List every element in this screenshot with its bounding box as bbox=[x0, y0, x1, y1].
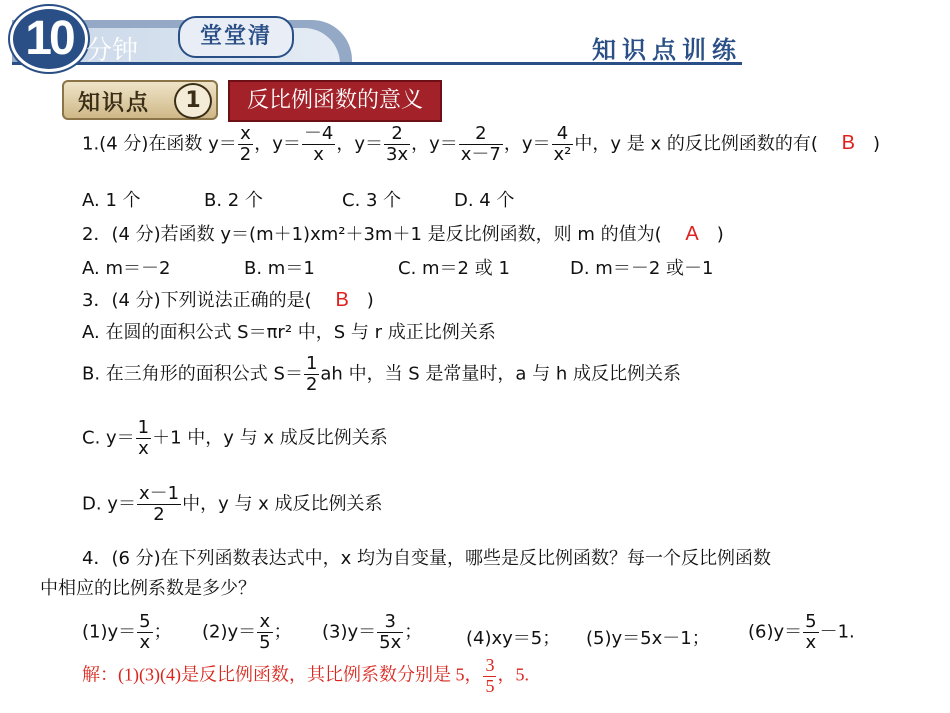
q2-answer: A bbox=[685, 223, 699, 245]
q4-item-2: (2)y＝ $\frac{x}{5}$ ； bbox=[202, 611, 292, 653]
q3-b-fraction: $\frac{1}{2}$ bbox=[305, 353, 318, 395]
q3-option-c: C. y＝ $\frac{1}{x}$ ＋1 中，y 与 x 成反比例关系 bbox=[82, 417, 388, 459]
q1-fraction-3: $\frac{2}{3x}$ bbox=[386, 123, 409, 165]
page-header bbox=[0, 0, 950, 70]
q4-item-1: (1)y＝ $\frac{5}{x}$ ； bbox=[82, 611, 172, 653]
knowledge-point-label: 知识点 bbox=[78, 91, 151, 116]
q1-option-b: B. 2 个 bbox=[204, 190, 263, 211]
header-class-badge: 堂堂清 bbox=[178, 16, 294, 58]
question-4-line-2: 中相应的比例系数是多少？ bbox=[40, 578, 256, 599]
q1-fraction-1: $\frac{x}{2}$ bbox=[239, 123, 252, 165]
q1-option-d: D. 4 个 bbox=[454, 190, 515, 211]
q3-answer: B bbox=[335, 289, 349, 311]
q1-fraction-4: $\frac{2}{x-7}$ bbox=[460, 123, 501, 165]
question-3: 3．(4 分)下列说法正确的是( B ) bbox=[82, 289, 374, 311]
q2-text: 2．(4 分)若函数 y＝(m＋1)xm²＋3m＋1 是反比例函数，则 m 的值为( bbox=[82, 224, 662, 245]
q1-fraction-5: $\frac{4}{\text{x²}}$ bbox=[553, 123, 572, 165]
q4-item-3: (3)y＝ $\frac{3}{5x}$ ； bbox=[322, 611, 423, 653]
q1-fraction-2: $\frac{-4}{x}$ bbox=[303, 123, 334, 165]
q1-option-c: C. 3 个 bbox=[342, 190, 402, 211]
q4-solution: 解：(1)(3)(4)是反比例函数，其比例系数分别是 5， $\frac{3}{5}$ ，5. bbox=[82, 655, 529, 696]
q3-option-b: B. 在三角形的面积公式 S＝ $\frac{1}{2}$ ah 中，当 S 是常量时，a 与 h 成反比例关系 bbox=[82, 353, 682, 395]
solution-fraction: $\frac{3}{5}$ bbox=[485, 655, 495, 696]
question-2: 2．(4 分)若函数 y＝(m＋1)xm²＋3m＋1 是反比例函数，则 m 的值为( A ) bbox=[82, 223, 724, 245]
q1-answer: B bbox=[841, 132, 855, 155]
q3-option-a: A. 在圆的面积公式 S＝πr² 中，S 与 r 成正比例关系 bbox=[82, 322, 496, 343]
q4-item-5: (5)y＝5x－1； bbox=[586, 628, 710, 649]
q2-option-d: D. m＝－2 或－1 bbox=[570, 258, 714, 279]
q3-text: 3．(4 分)下列说法正确的是( bbox=[82, 290, 312, 311]
q2-option-c: C. m＝2 或 1 bbox=[398, 258, 510, 279]
q2-option-b: B. m＝1 bbox=[244, 258, 315, 279]
q4-item-6: (6)y＝ $\frac{5}{x}$ －1. bbox=[748, 611, 855, 653]
question-1: 1.(4 分)在函数 y＝ $\frac{x}{2}$ ，y＝ $\frac{-4}{x}$ ，y＝ $\frac{2}{3x}$ ，y＝ $\frac{2}{x-7}$ ，y＝ $\frac{4}{\text{x²}}$ 中，y 是 x 的反比例函数的有( B ) bbox=[82, 123, 881, 165]
knowledge-point-tag bbox=[62, 80, 218, 120]
q1-suffix: 中，y 是 x 的反比例函数的有( bbox=[574, 133, 818, 155]
header-minutes-label: 分钟 bbox=[86, 36, 139, 66]
q3-c-fraction: $\frac{1}{x}$ bbox=[137, 417, 150, 459]
q1-option-a: A. 1 个 bbox=[82, 190, 141, 211]
q3-option-d: D. y＝ $\frac{x-1}{2}$ 中，y 与 x 成反比例关系 bbox=[82, 483, 383, 525]
question-4-line-1: 4．(6 分)在下列函数表达式中，x 均为自变量，哪些是反比例函数？每一个反比例函数 bbox=[82, 548, 772, 569]
q4-item-4: (4)xy＝5； bbox=[466, 628, 561, 649]
header-section-title: 知识点训练 bbox=[592, 36, 742, 64]
knowledge-point-number: 1 bbox=[174, 83, 212, 119]
section-title: 反比例函数的意义 bbox=[228, 80, 442, 122]
q2-option-a: A. m＝－2 bbox=[82, 258, 171, 279]
q1-prefix: 1.(4 分)在函数 y＝ bbox=[82, 133, 237, 155]
q3-d-fraction: $\frac{x-1}{2}$ bbox=[138, 483, 180, 525]
ten-minute-badge: 10 bbox=[10, 6, 88, 72]
